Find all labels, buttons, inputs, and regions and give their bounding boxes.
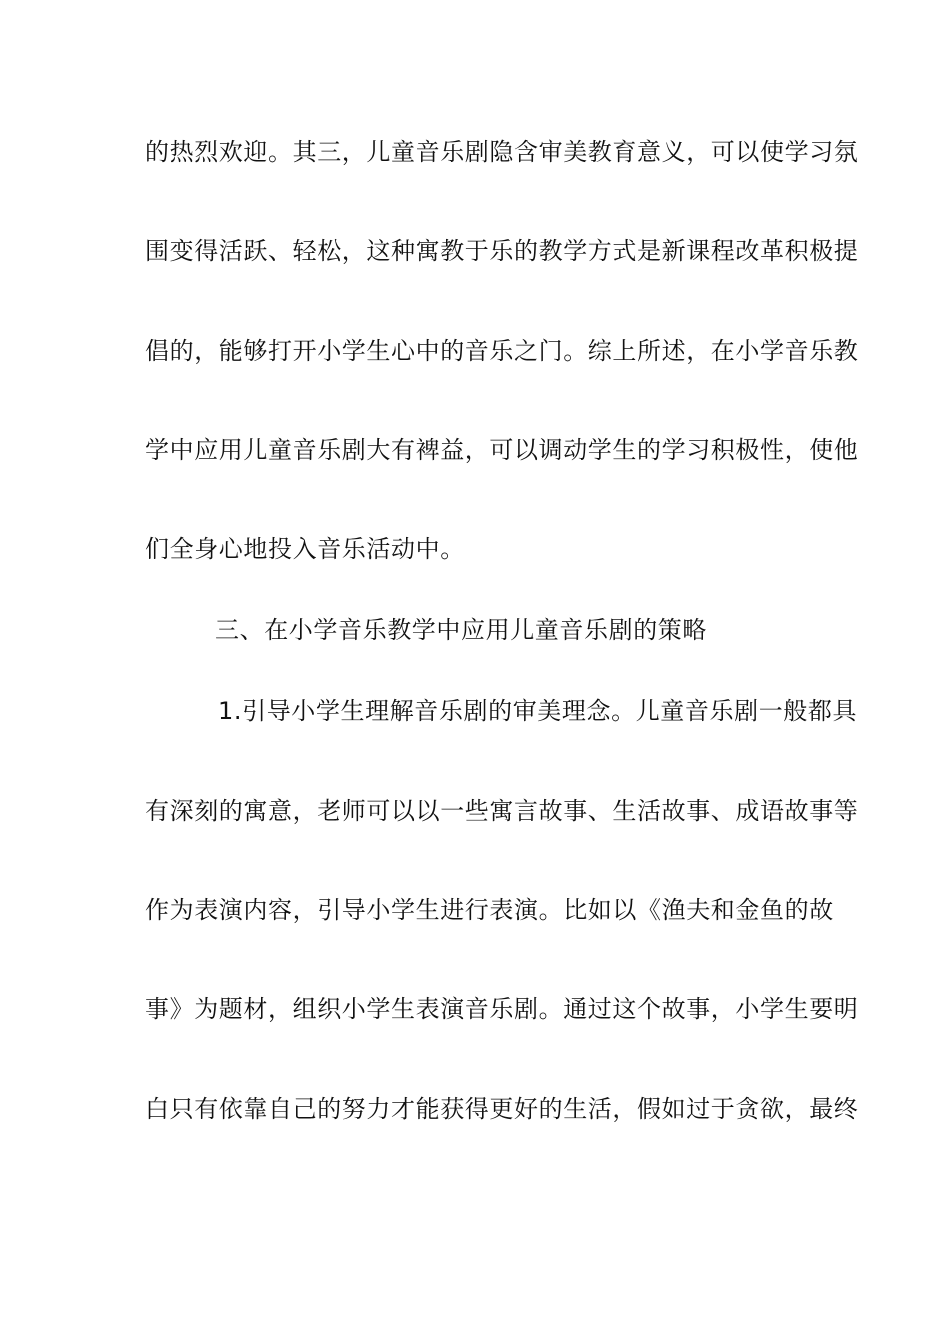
paragraph-line: 1.引导小学生理解音乐剧的审美理念。儿童音乐剧一般都具 <box>218 697 858 725</box>
paragraph-line: 的热烈欢迎。其三，儿童音乐剧隐含审美教育意义，可以使学习氛 <box>145 138 859 166</box>
paragraph-line: 学中应用儿童音乐剧大有裨益，可以调动学生的学习积极性，使他 <box>145 436 859 464</box>
paragraph-line: 倡的，能够打开小学生心中的音乐之门。综上所述，在小学音乐教 <box>145 337 859 365</box>
paragraph-line: 有深刻的寓意，老师可以以一些寓言故事、生活故事、成语故事等 <box>145 797 859 825</box>
paragraph-line: 白只有依靠自己的努力才能获得更好的生活，假如过于贪欲，最终 <box>145 1095 859 1123</box>
paragraph-line: 围变得活跃、轻松，这种寓教于乐的教学方式是新课程改革积极提 <box>145 237 859 265</box>
paragraph-line: 事》为题材，组织小学生表演音乐剧。通过这个故事，小学生要明 <box>145 995 859 1023</box>
section-heading: 三、在小学音乐教学中应用儿童音乐剧的策略 <box>215 616 707 644</box>
paragraph-line: 作为表演内容，引导小学生进行表演。比如以《渔夫和金鱼的故 <box>145 896 834 924</box>
paragraph-line: 们全身心地投入音乐活动中。 <box>145 535 465 563</box>
